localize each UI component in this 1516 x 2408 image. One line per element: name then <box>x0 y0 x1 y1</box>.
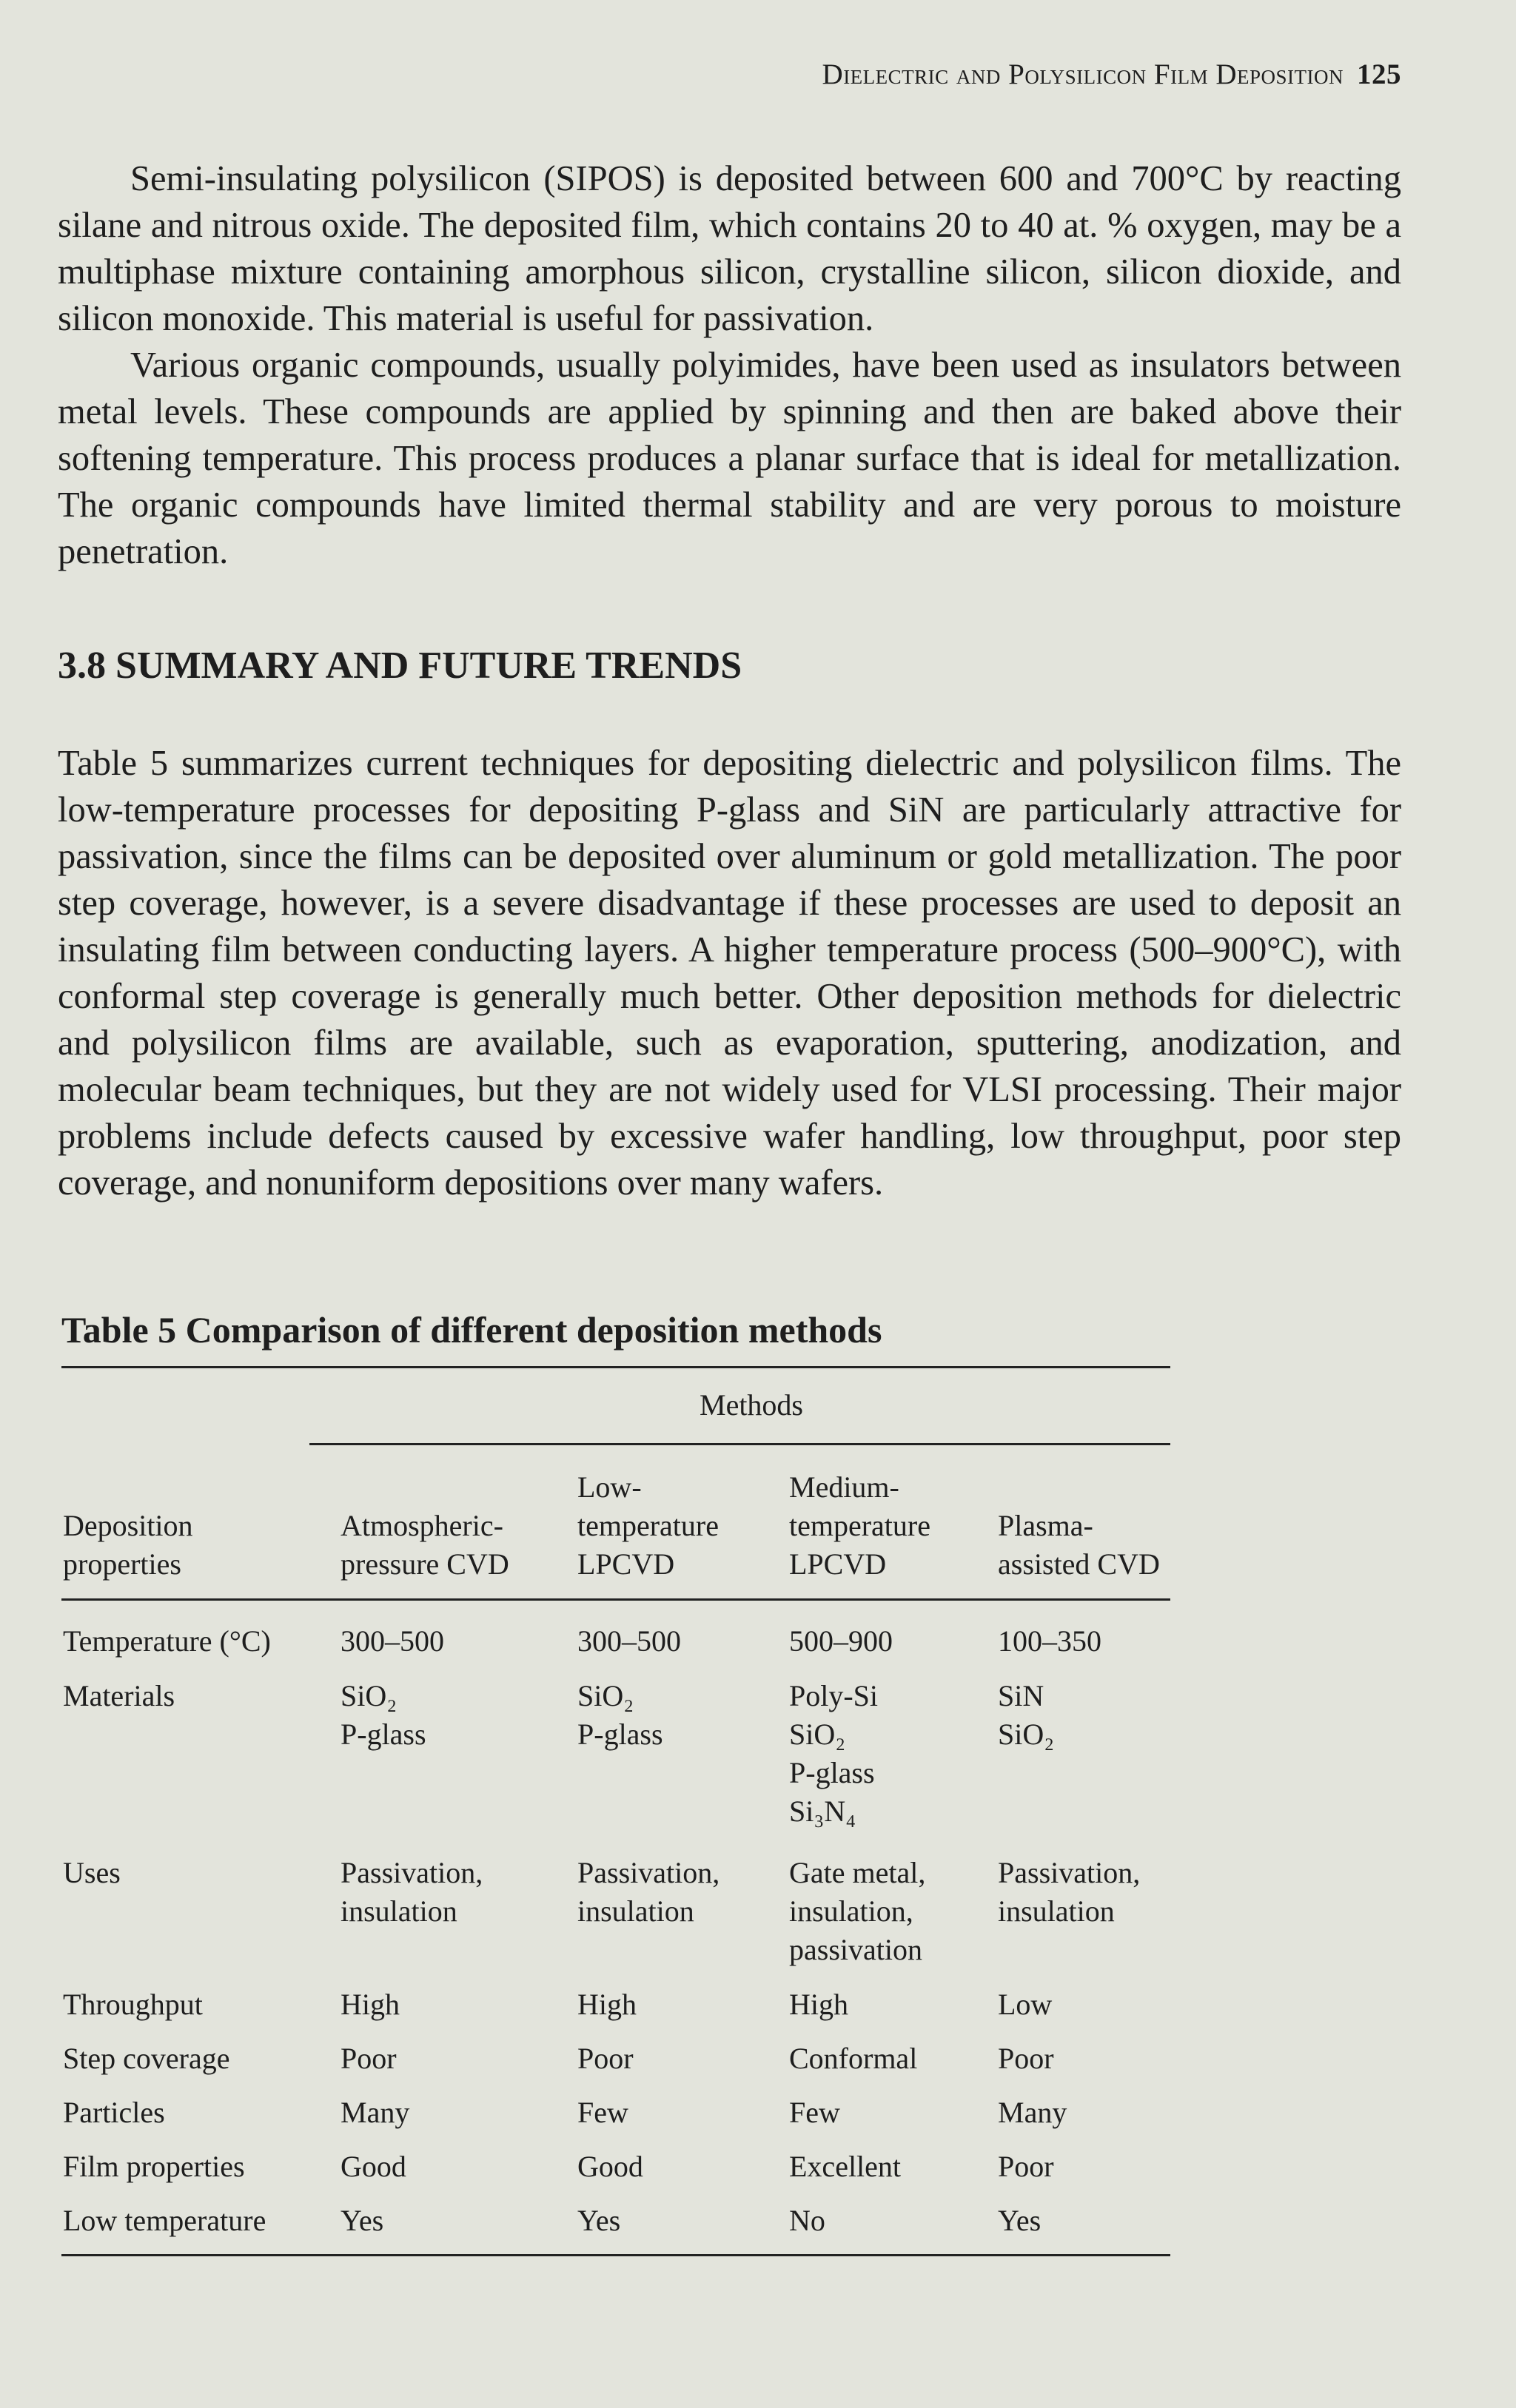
summary-paragraphs <box>58 740 1401 1206</box>
table-cell: Yes <box>341 2204 384 2237</box>
table-cell: Excellent <box>789 2150 902 2183</box>
table-cell: Conformal <box>789 2042 918 2075</box>
paragraph-summary: Table 5 summarizes current techniques for depositing dielectric and polysilicon films. The low-temperature processes for depositing P-glass and SiN are particularly attractive for passivation, since the films can be deposited over aluminum or gold metallization. The poor step coverage, however, is a severe disadvantage if these processes are used to deposit an insulating film between conducting layers. A higher temperature process (500–900°C), with conformal step coverage is generally much better. Other deposition methods for dielectric and polysilicon films are available, such as evaporation, sputtering, anodization, and molecular beam techniques, but they are not widely used for VLSI processing. Their major problems include defects caused by excessive wafer handling, low throughput, poor step coverage, and nonuniform depositions over many wafers. <box>58 744 1401 1203</box>
running-head <box>0 58 1401 91</box>
table-cell: High <box>341 1988 400 2021</box>
table-cell: Poor <box>998 2150 1054 2183</box>
table-cell: SiO₂ P-glass <box>341 1679 426 1751</box>
section-heading: 3.8 SUMMARY AND FUTURE TRENDS <box>58 645 742 687</box>
table-cell: High <box>577 1988 637 2021</box>
table-cell: Poor <box>577 2042 634 2075</box>
header-deposition-properties: Deposition properties <box>63 1509 193 1581</box>
header-apcvd: Atmospheric- pressure CVD <box>341 1509 509 1581</box>
table-cell: Few <box>789 2096 840 2129</box>
table-cell: Good <box>577 2150 643 2183</box>
row-label-step-coverage: Step coverage <box>63 2042 230 2075</box>
table-bottom-rule <box>61 2254 1170 2256</box>
row-label-throughput: Throughput <box>63 1988 203 2021</box>
table-cell: Poor <box>998 2042 1054 2075</box>
table-cell: Poor <box>341 2042 397 2075</box>
running-head-title: Dielectric and Polysilicon Film Deposition <box>822 58 1344 90</box>
table-cell: Good <box>341 2150 406 2183</box>
table-cell: Many <box>998 2096 1067 2129</box>
paragraph-sipos: Semi-insulating polysilicon (SIPOS) is deposited between 600 and 700°C by reacting silane and nitrous oxide. The deposited film, which contains 20 to 40 at. % oxygen, may be a multiphase mixture containing amorphous silicon, crystalline silicon, silicon dioxide, and silicon monoxide. This material is useful for passivation. <box>58 159 1401 338</box>
header-medium-temp-lpcvd: Medium- temperature LPCVD <box>789 1470 930 1581</box>
header-pacvd: Plasma- assisted CVD <box>998 1509 1160 1581</box>
methods-label: Methods <box>700 1388 803 1422</box>
table-cell: SiN SiO₂ <box>998 1679 1055 1751</box>
table-cell: 300–500 <box>577 1624 681 1658</box>
table-cell: Yes <box>577 2204 621 2237</box>
row-label-uses: Uses <box>63 1856 121 1889</box>
table-cell: Passivation, insulation <box>577 1856 720 1928</box>
intro-paragraphs <box>58 155 1401 575</box>
table-cell: Low <box>998 1988 1053 2021</box>
table-cell: Passivation, insulation <box>341 1856 483 1928</box>
table-cell: SiO₂ P-glass <box>577 1679 663 1751</box>
table-cell: 300–500 <box>341 1624 444 1658</box>
table-cell: No <box>789 2204 825 2237</box>
row-label-materials: Materials <box>63 1679 175 1712</box>
table-cell: Many <box>341 2096 410 2129</box>
table-cell: Yes <box>998 2204 1042 2237</box>
row-label-particles: Particles <box>63 2096 165 2129</box>
table-cell: Passivation, insulation <box>998 1856 1141 1928</box>
page-number: 125 <box>1357 58 1401 90</box>
methods-rule <box>309 1443 1170 1445</box>
row-label-low-temperature: Low temperature <box>63 2204 266 2237</box>
table-cell: Poly-Si SiO₂ P-glass Si₃N₄ <box>789 1679 879 1828</box>
table-cell: High <box>789 1988 848 2021</box>
row-label-temperature: Temperature (°C) <box>63 1624 271 1658</box>
table-cell: Gate metal, insulation, passivation <box>789 1856 926 1966</box>
table-caption: Table 5 Comparison of different deposition methods <box>61 1309 882 1351</box>
table-cell: 100–350 <box>998 1624 1101 1658</box>
paragraph-organic: Various organic compounds, usually polyimides, have been used as insulators between metal levels. These compounds are applied by spinning and then are baked above their softening temperature. This process produces a planar surface that is ideal for metallization. The organic compounds have limited thermal stability and are very porous to moisture penetration. <box>58 346 1401 571</box>
row-label-film-properties: Film properties <box>63 2150 245 2183</box>
table-header-rule <box>61 1598 1170 1601</box>
header-low-temp-lpcvd: Low- temperature LPCVD <box>577 1470 719 1581</box>
table-cell: 500–900 <box>789 1624 893 1658</box>
table-top-rule <box>61 1366 1170 1368</box>
table-cell: Few <box>577 2096 628 2129</box>
